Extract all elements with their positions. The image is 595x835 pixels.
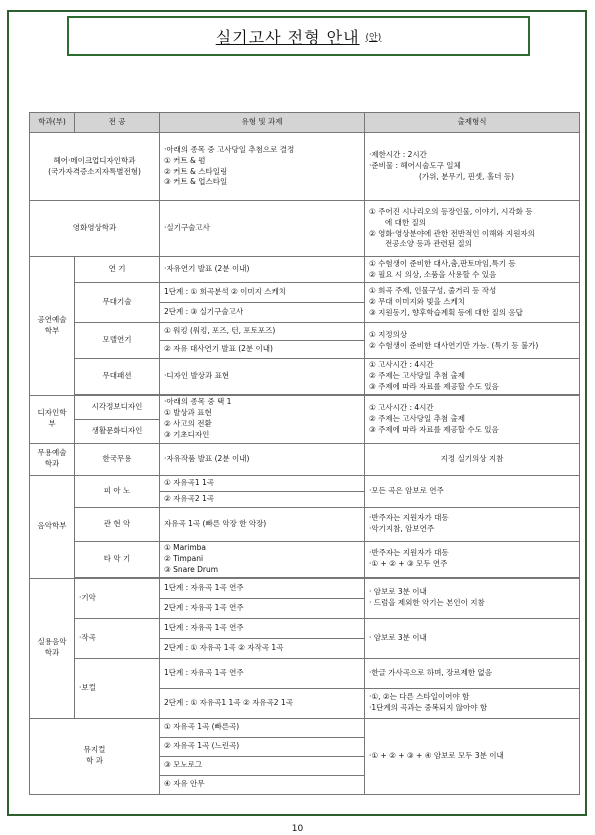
major-string: 관 현 악 <box>75 507 160 541</box>
dept-music: 음악학부 <box>30 475 75 578</box>
format-line: ·1단계의 곡과는 중복되지 않아야 함 <box>369 703 488 713</box>
task-stage-2: 2단계 : ③ 실기구술고사 <box>160 303 365 323</box>
table-row <box>30 257 580 283</box>
format-line: ·준비물 : 헤어시술도구 일체 <box>369 161 461 171</box>
table-row <box>30 359 580 395</box>
format-line: · 드럼을 제외한 악기는 본인이 지참 <box>369 598 485 608</box>
task-line: ③ 커트 & 업스타일 <box>164 177 228 187</box>
major-dance: 한국무용 <box>75 443 160 475</box>
task-line: ·아래의 종목 중 택 1 <box>164 397 232 407</box>
task-dance: ·자유작품 발표 (2분 이내) <box>160 443 365 475</box>
major-piano: 피 아 노 <box>75 475 160 507</box>
task-line: ② Timpani <box>164 553 204 563</box>
dept-perform: 공연예술학부 <box>30 257 75 396</box>
title-box <box>67 16 530 56</box>
format-line: ③ 주제에 따라 자료를 제공할 수도 있음 <box>369 424 499 434</box>
task-compose-1: 1단계 : 자유곡 1곡 연주 <box>160 618 365 638</box>
format-line: · 암보로 3분 이내 <box>369 587 427 597</box>
major-fashion: 무대패션 <box>75 359 160 395</box>
format-musical: ·① + ② + ③ + ④ 암보로 모두 3분 이내 <box>365 718 580 794</box>
format-line: ② 무대 이미지와 빛을 스케치 <box>369 297 465 307</box>
task-stage-1: 1단계 : ① 희곡분석 ② 이미지 스케치 <box>160 283 365 303</box>
header-task: 유형 및 과제 <box>160 113 365 133</box>
major-vocal: ·보컬 <box>75 658 160 718</box>
format-piano: ·모든 곡은 암보로 연주 <box>365 475 580 507</box>
table-row <box>30 283 580 303</box>
format-model <box>365 323 580 359</box>
task-line: ③ Snare Drum <box>164 564 219 574</box>
task-line: ① 커트 & 펌 <box>164 155 206 165</box>
page-number: 10 <box>291 824 304 834</box>
format-line: ② 주제는 고사당일 추첨 출제 <box>369 370 465 380</box>
major-visual: 시각정보디자인 <box>75 395 160 419</box>
table-row <box>30 201 580 257</box>
format-film <box>365 201 580 257</box>
format-line: ·반주자는 지원자가 대동 <box>369 548 449 558</box>
format-line: ② 영화·영상분야에 관한 전반적인 이해와 지원자의 <box>369 228 535 238</box>
major-acting: 연 기 <box>75 257 160 283</box>
task-fashion: ·디자인 발상과 표현 <box>160 359 365 395</box>
table-row <box>30 658 580 688</box>
task-instrument-1: 1단계 : 자유곡 1곡 연주 <box>160 578 365 598</box>
table-row <box>30 395 580 419</box>
task-line: ① Marimba <box>164 542 207 552</box>
task-piano-2: ② 자유곡2 1곡 <box>160 491 365 507</box>
title-suffix: (안) <box>365 32 382 43</box>
dept-design: 디자인학 부 <box>30 395 75 443</box>
task-model-1: ① 워킹 (워킹, 포즈, 턴, 포토포즈) <box>160 323 365 341</box>
header-row <box>30 113 580 133</box>
format-line: ① 지정의상 <box>369 329 408 339</box>
dept-hair <box>30 133 160 201</box>
format-dance: 지정 실기의상 지참 <box>365 443 580 475</box>
table-row <box>30 475 580 491</box>
task-vocal-2: 2단계 : ① 자유곡1 1곡 ② 자유곡2 1곡 <box>160 688 365 718</box>
format-line: ·반주자는 지원자가 대동 <box>369 513 449 523</box>
format-line: ① 수험생이 준비한 대사,춤,판토마임,특기 등 <box>369 258 516 268</box>
table-row <box>30 507 580 541</box>
format-instrument <box>365 578 580 618</box>
format-stage <box>365 283 580 323</box>
format-line: ② 주제는 고사당일 추첨 출제 <box>369 413 465 423</box>
table-row <box>30 618 580 638</box>
format-line: ① 희곡 주제, 인물구성, 줄거리 등 작성 <box>369 286 497 296</box>
table-row <box>30 133 580 201</box>
major-model: 모델연기 <box>75 323 160 359</box>
format-vocal-2 <box>365 688 580 718</box>
format-line: ·악기지참, 암보연주 <box>369 524 435 534</box>
major-perc: 타 악 기 <box>75 541 160 577</box>
format-line: ① 고사시간 : 4시간 <box>369 402 434 412</box>
format-line: 에 대한 질의 <box>385 217 426 227</box>
major-compose: ·작곡 <box>75 618 160 658</box>
dept-dance: 무용예술학과 <box>30 443 75 475</box>
task-line: ② 커트 & 스타일링 <box>164 166 228 176</box>
task-line: ·아래의 종목 중 고사당일 추첨으로 결정 <box>164 144 295 154</box>
table-row <box>30 541 580 577</box>
task-musical-2: ② 자유곡 1곡 (느린곡) <box>160 737 365 756</box>
format-line: ③ 주제에 따라 자료를 제공할 수도 있음 <box>369 381 499 391</box>
dept-film: 영화영상학과 <box>30 201 160 257</box>
task-compose-2: 2단계 : ① 자유곡 1곡 ② 자작곡 1곡 <box>160 638 365 658</box>
page-title: 실기고사 전형 안내 <box>215 27 360 47</box>
task-line: ② 사고의 전환 <box>164 419 212 429</box>
format-fashion <box>365 359 580 395</box>
task-line: ③ 기초디자인 <box>164 430 210 439</box>
format-compose: · 암보로 3분 이내 <box>365 618 580 658</box>
format-line: ② 수험생이 준비한 대사연기만 가능. (특기 등 불가) <box>369 340 539 350</box>
task-musical-1: ① 자유곡 1곡 (빠른곡) <box>160 718 365 737</box>
format-line: (가위, 분무기, 핀셋, 홀더 등) <box>419 171 514 181</box>
table-row <box>30 718 580 737</box>
task-line: ① 발상과 표현 <box>164 408 212 418</box>
task-hair <box>160 133 365 201</box>
format-line: ·① + ② + ③ 모두 연주 <box>369 559 448 569</box>
task-musical-3: ③ 모노로그 <box>160 756 365 775</box>
dept-musical <box>30 718 160 794</box>
format-string <box>365 507 580 541</box>
task-piano-1: ① 자유곡1 1곡 <box>160 475 365 491</box>
table-row <box>30 443 580 475</box>
format-perc <box>365 541 580 577</box>
major-stage: 무대기술 <box>75 283 160 323</box>
header-format: 출제형식 <box>365 113 580 133</box>
major-instrument: ·기악 <box>75 578 160 618</box>
task-string: 자유곡 1곡 (빠른 악장 한 악장) <box>160 507 365 541</box>
task-perc <box>160 541 365 577</box>
format-line: ·제한시간 : 2시간 <box>369 150 427 160</box>
format-hair <box>365 133 580 201</box>
dept-practical: 실용음악학과 <box>30 578 75 718</box>
dept-line: 학 과 <box>86 756 103 766</box>
format-design <box>365 395 580 443</box>
table-row <box>30 323 580 341</box>
task-model-2: ② 자유 대사연기 발표 (2분 이내) <box>160 341 365 359</box>
major-living: 생활문화디자인 <box>75 419 160 443</box>
format-line: ① 주어진 시나리오의 등장인물, 이야기, 시각화 등 <box>369 206 533 216</box>
dept-line: (국가자격증소지자특별전형) <box>48 166 141 176</box>
format-vocal-1: ·한글 가사곡으로 하며, 장르제한 없음 <box>365 658 580 688</box>
format-acting <box>365 257 580 283</box>
dept-line: 헤어·메이크업디자인학과 <box>53 155 136 165</box>
table-row <box>30 578 580 598</box>
format-line: ① 고사시간 : 4시간 <box>369 360 434 369</box>
format-line: ③ 지원동기, 향후학습계획 등에 대한 질의 응답 <box>369 307 523 317</box>
task-acting: ·자유연기 발표 (2분 이내) <box>160 257 365 283</box>
format-line: ·①, ②는 다른 스타일이어야 함 <box>369 692 470 702</box>
task-vocal-1: 1단계 : 자유곡 1곡 연주 <box>160 658 365 688</box>
task-film: ·실기구술고사 <box>160 201 365 257</box>
dept-line: 뮤지컬 <box>83 745 106 755</box>
task-design <box>160 395 365 443</box>
task-instrument-2: 2단계 : 자유곡 1곡 연주 <box>160 598 365 618</box>
task-musical-4: ④ 자유 안무 <box>160 775 365 794</box>
exam-table <box>29 112 580 795</box>
format-line: 전공소양 등과 관련된 질의 <box>385 239 472 249</box>
header-major: 전 공 <box>75 113 160 133</box>
header-dept: 학과(부) <box>30 113 75 133</box>
format-line: ② 필요 시 의상, 소품을 사용할 수 있음 <box>369 269 497 279</box>
